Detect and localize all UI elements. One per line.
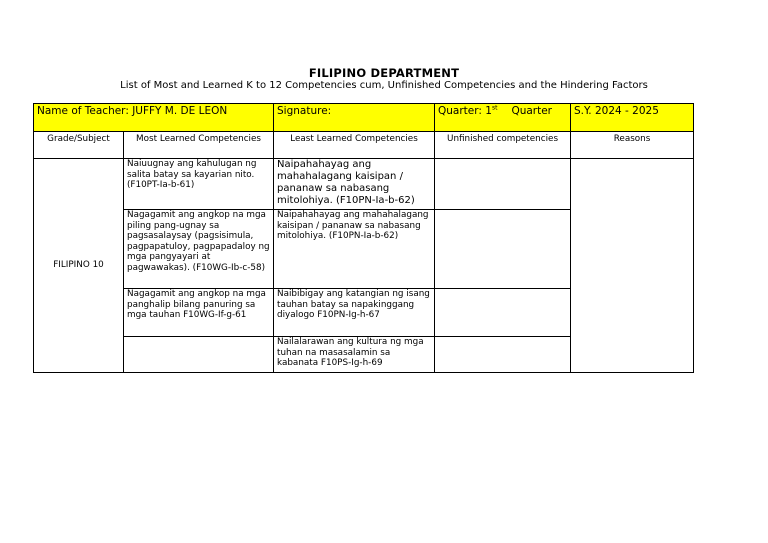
quarter-cell [435,104,571,132]
quarter-word: Quarter [511,105,553,117]
unfinished-cell [435,289,571,337]
grade-subject-cell: FILIPINO 10 [34,159,124,373]
most-learned-cell: Nagagamit ang angkop na mga piling pang-ugnay sa pagsasalaysay (pagsisimula, pagpapatuloy, pagpapadaloy ng mga pangyayari at pagwawakas). (F10WG-Ib-c-58) [124,210,274,289]
school-year-cell: S.Y. 2024 - 2025 [571,104,694,132]
column-header-most-learned: Most Learned Competencies [124,132,274,159]
quarter-ordinal: st [491,104,498,112]
least-learned-cell: Nailalarawan ang kultura ng mga tuhan na masasalamin sa kabanata F10PS-Ig-h-69 [274,337,435,373]
column-header-row [34,132,694,159]
reasons-cell [571,159,694,373]
department-title: FILIPINO DEPARTMENT [308,66,460,80]
unfinished-cell [435,159,571,210]
document-subtitle: List of Most and Learned K to 12 Competencies cum, Unfinished Competencies and the Hindering Factors [120,80,648,91]
unfinished-cell [435,337,571,373]
most-learned-cell [124,337,274,373]
competencies-table [33,103,694,373]
most-learned-cell: Nagagamit ang angkop na mga panghalip bilang panuring sa mga tauhan F10WG-If-g-61 [124,289,274,337]
info-row [34,104,694,132]
column-header-grade-subject: Grade/Subject [34,132,124,159]
unfinished-cell [435,210,571,289]
least-learned-cell: Naipahahayag ang mahahalagang kaisipan / pananaw sa nabasang mitolohiya. (F10PN-Ia-b-62) [274,159,435,210]
column-header-least-learned: Least Learned Competencies [274,132,435,159]
least-learned-cell: Naibibigay ang katangian ng isang tauhan batay sa napakinggang diyalogo F10PN-Ig-h-67 [274,289,435,337]
quarter-label: Quarter: 1 [438,105,492,117]
column-header-unfinished: Unfinished competencies [435,132,571,159]
signature-cell: Signature: [274,104,435,132]
most-learned-cell: Naiuugnay ang kahulugan ng salita batay sa kayarian nito. (F10PT-Ia-b-61) [124,159,274,210]
table-row [34,159,694,210]
teacher-name-cell: Name of Teacher: JUFFY M. DE LEON [34,104,274,132]
least-learned-cell: Naipahahayag ang mahahalagang kaisipan / pananaw sa nabasang mitolohiya. (F10PN-Ia-b-62) [274,210,435,289]
column-header-reasons: Reasons [571,132,694,159]
